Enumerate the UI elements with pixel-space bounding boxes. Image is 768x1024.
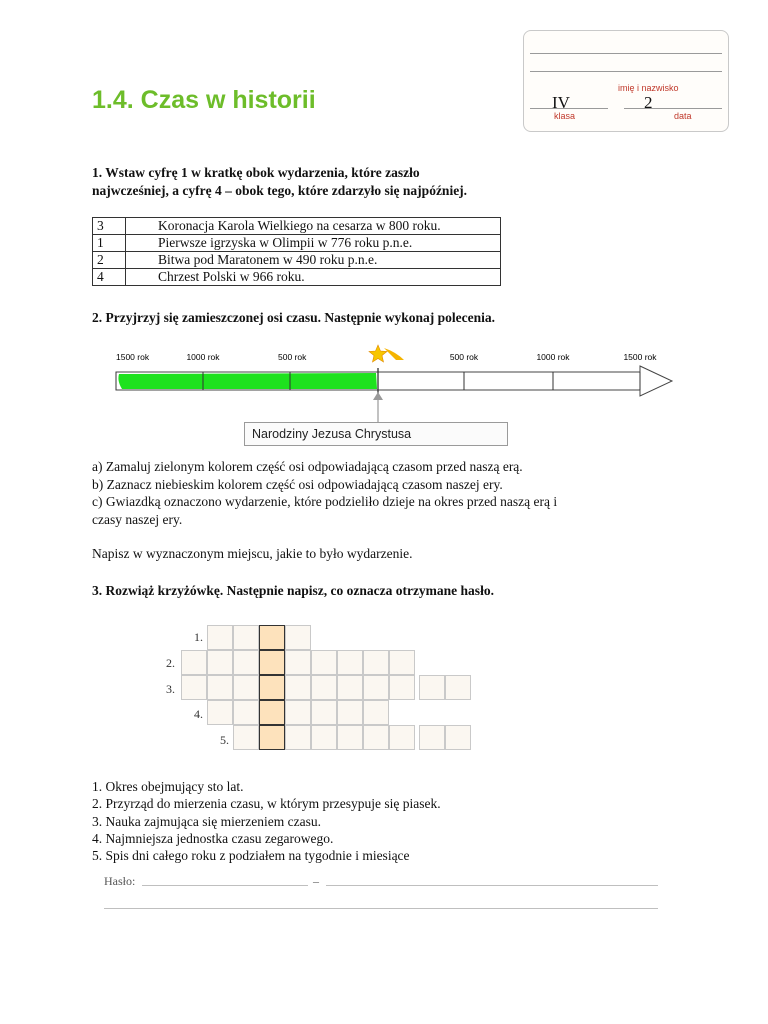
clue-item: 1. Okres obejmujący sto lat.	[92, 779, 244, 794]
table-row	[93, 235, 501, 252]
crossword-cell[interactable]	[445, 725, 471, 750]
crossword-cell[interactable]	[363, 650, 389, 675]
tick-label-1000-ad: 1000 rok	[536, 352, 570, 362]
crossword-cell[interactable]	[311, 650, 337, 675]
task1-instruction	[92, 164, 467, 200]
order-cell[interactable]: 1	[93, 235, 126, 252]
crossword-cell[interactable]	[285, 675, 311, 700]
task1-instruction-line1: 1. Wstaw cyfrę 1 w kratkę obok wydarzenia, które zaszło	[92, 165, 420, 180]
clue-item: 4. Najmniejsza jednostka czasu zegarowego.	[92, 830, 334, 846]
name-box	[523, 30, 729, 132]
order-cell[interactable]: 2	[93, 252, 126, 269]
crossword-cell[interactable]	[233, 675, 259, 700]
name-line-1[interactable]	[530, 53, 722, 54]
clue-item: 2. Przyrząd do mierzenia czasu, w którym przesypuje się piasek.	[92, 796, 441, 812]
clue-item: 5. Spis dni całego roku z podziałem na tygodnie i miesiące	[92, 848, 410, 864]
class-value: IV	[552, 93, 570, 112]
task2-items	[92, 458, 557, 528]
event-cell: Bitwa pod Maratonem w 490 roku p.n.e.	[126, 252, 501, 269]
clue-item: 3. Nauka zajmująca się mierzeniem czasu.	[92, 813, 322, 829]
item-c-line2: czasy naszej ery.	[92, 511, 183, 527]
item-a: a) Zamaluj zielonym kolorem część osi odpowiadającą czasom przed naszą erą.	[92, 459, 523, 474]
event-box-text: Narodziny Jezusa Chrystusa	[252, 427, 412, 441]
class-label: klasa	[554, 111, 576, 121]
crossword-cell[interactable]	[207, 650, 233, 675]
event-cell: Pierwsze igrzyska w Olimpii w 776 roku p.n.e.	[126, 235, 501, 252]
date-line[interactable]	[624, 108, 722, 109]
pointer-arrow-icon	[373, 392, 383, 400]
star-icon	[369, 345, 404, 362]
row-number: 1.	[194, 630, 203, 644]
tick-label-1500-bc: 1500 rok	[116, 352, 150, 362]
timeline-arrow-head	[640, 366, 672, 396]
tick-label-500-ad: 500 rok	[449, 352, 479, 362]
table-row	[93, 252, 501, 269]
haslo-meaning-line-2[interactable]	[104, 908, 658, 909]
crossword-cell[interactable]	[285, 625, 311, 650]
event-box[interactable]	[244, 422, 508, 446]
crossword-cell[interactable]	[389, 725, 415, 750]
task2-instruction: 2. Przyjrzyj się zamieszczonej osi czasu. Następnie wykonaj polecenia.	[92, 310, 496, 325]
task1-instruction-line2: najwcześniej, a cyfrę 4 – obok tego, które zdarzyło się najpóźniej.	[92, 183, 468, 198]
order-cell[interactable]: 3	[93, 218, 126, 235]
crossword-cell[interactable]	[337, 725, 363, 750]
name-line-2[interactable]	[530, 71, 722, 72]
crossword-cell[interactable]	[285, 725, 311, 750]
class-line[interactable]	[530, 108, 608, 109]
crossword-cell[interactable]	[389, 675, 415, 700]
page-title: 1.4. Czas w historii	[92, 86, 316, 114]
crossword-cell[interactable]	[285, 700, 311, 725]
crossword-cell[interactable]	[311, 725, 337, 750]
tick-label-1000-bc: 1000 rok	[186, 352, 220, 362]
tick-label-500-bc: 500 rok	[278, 352, 307, 362]
row-number: 2.	[166, 656, 175, 670]
crossword-cell[interactable]	[363, 675, 389, 700]
crossword-key-cell[interactable]	[259, 675, 285, 700]
crossword-cell[interactable]	[285, 650, 311, 675]
crossword-cell[interactable]	[181, 675, 207, 700]
item-c-line1: c) Gwiazdką oznaczono wydarzenie, które podzieliło dzieje na okres przed naszą erą i	[92, 494, 558, 509]
crossword-cell[interactable]	[419, 725, 445, 750]
tick-label-1500-ad: 1500 rok	[623, 352, 657, 362]
row-number: 4.	[194, 707, 203, 721]
table-row	[93, 269, 501, 286]
date-label: data	[674, 111, 692, 121]
write-prompt: Napisz w wyznaczonym miejscu, jakie to było wydarzenie.	[92, 546, 413, 561]
haslo-meaning-line[interactable]	[326, 885, 658, 886]
bc-green-fill	[118, 373, 377, 389]
row-number: 3.	[166, 682, 175, 696]
haslo-answer-line[interactable]	[142, 885, 308, 886]
event-cell: Chrzest Polski w 966 roku.	[126, 269, 501, 286]
crossword-cell[interactable]	[311, 700, 337, 725]
crossword-cell[interactable]	[363, 725, 389, 750]
crossword-key-cell[interactable]	[259, 700, 285, 725]
task3-instruction: 3. Rozwiąż krzyżówkę. Następnie napisz, co oznacza otrzymane hasło.	[92, 583, 494, 598]
crossword-cell[interactable]	[207, 625, 233, 650]
crossword-cell[interactable]	[389, 650, 415, 675]
haslo-label: Hasło:	[104, 874, 136, 888]
crossword-cell[interactable]	[233, 700, 259, 725]
event-cell: Koronacja Karola Wielkiego na cesarza w 800 roku.	[126, 218, 501, 235]
crossword-cell[interactable]	[233, 725, 259, 750]
crossword-cell[interactable]	[181, 650, 207, 675]
crossword-cell[interactable]	[419, 675, 445, 700]
crossword-key-cell[interactable]	[259, 650, 285, 675]
table-row	[93, 218, 501, 235]
crossword-cell[interactable]	[233, 625, 259, 650]
crossword-cell[interactable]	[337, 650, 363, 675]
order-cell[interactable]: 4	[93, 269, 126, 286]
crossword-key-cell[interactable]	[259, 625, 285, 650]
name-label: imię i nazwisko	[618, 83, 679, 93]
crossword-cell[interactable]	[445, 675, 471, 700]
crossword-cell[interactable]	[207, 700, 233, 725]
date-value: 2	[644, 93, 653, 112]
crossword-cell[interactable]	[337, 675, 363, 700]
crossword-cell[interactable]	[207, 675, 233, 700]
haslo-dash: –	[313, 874, 319, 888]
events-table	[92, 217, 501, 286]
clue-list	[92, 778, 441, 864]
crossword-cell[interactable]	[363, 700, 389, 725]
crossword-cell[interactable]	[233, 650, 259, 675]
item-b: b) Zaznacz niebieskim kolorem część osi odpowiadającą czasom naszej ery.	[92, 476, 503, 492]
crossword-key-cell[interactable]	[259, 725, 285, 750]
crossword-cell[interactable]	[337, 700, 363, 725]
crossword-cell[interactable]	[311, 675, 337, 700]
row-number: 5.	[220, 733, 229, 747]
